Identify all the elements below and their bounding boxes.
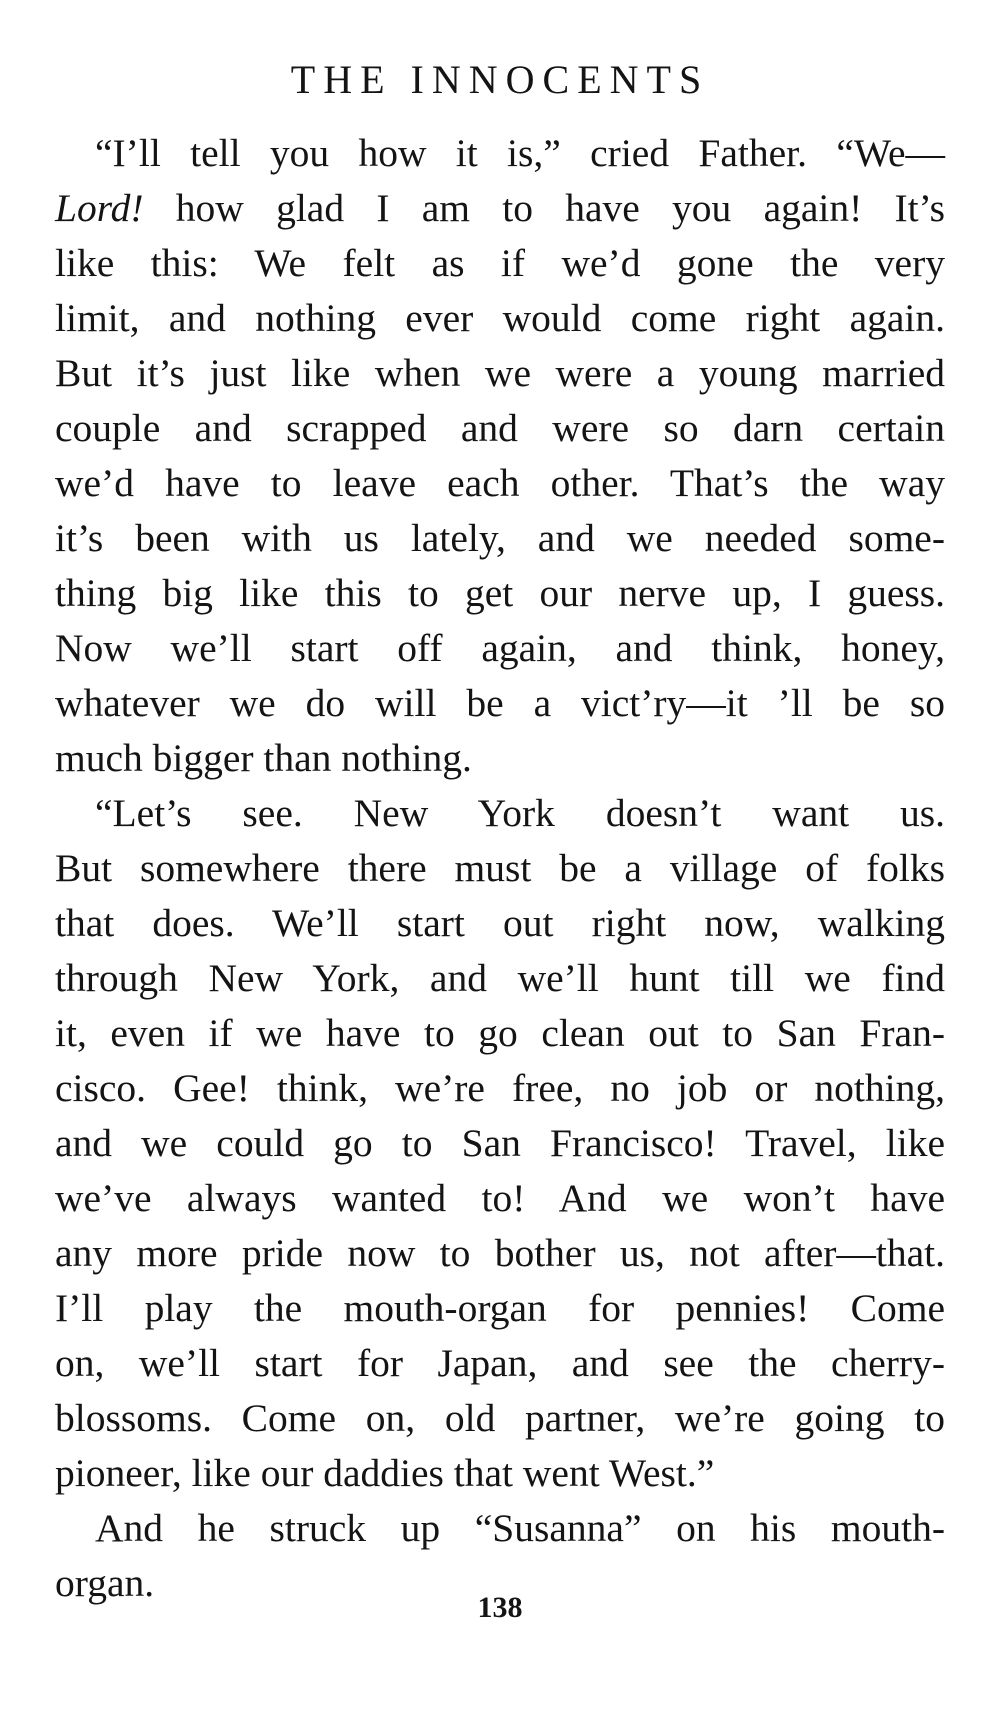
text-line: much bigger than nothing.: [55, 736, 472, 780]
text-line: And he struck up “Susanna” on his mouth-: [95, 1506, 945, 1550]
text-line: But it’s just like when we were a young married: [55, 351, 945, 395]
text-line: it’s been with us lately, and we needed some-: [55, 516, 945, 560]
text-line: we’d have to leave each other. That’s the way: [55, 461, 945, 505]
text-line: thing big like this to get our nerve up, I guess.: [55, 571, 945, 615]
text-line: we’ve always wanted to! And we won’t have: [55, 1176, 945, 1220]
text-line: it, even if we have to go clean out to San Fran-: [55, 1011, 945, 1055]
body-text: [55, 126, 945, 1611]
text-line: organ.: [55, 1561, 155, 1605]
text-line: “I’ll tell you how it is,” cried Father. “We—: [95, 131, 945, 175]
text-line: limit, and nothing ever would come right again.: [55, 296, 945, 340]
text-line: couple and scrapped and were so darn certain: [55, 406, 945, 450]
text-line: and we could go to San Francisco! Travel, like: [55, 1121, 945, 1165]
text-line: [55, 181, 945, 236]
page-number: 138: [477, 1591, 523, 1624]
text-line: through New York, and we’ll hunt till we find: [55, 956, 945, 1000]
text-line: pioneer, like our daddies that went West.”: [55, 1451, 715, 1495]
text-line: I’ll play the mouth-organ for pennies! Come: [55, 1286, 945, 1330]
text-line: blossoms. Come on, old partner, we’re going to: [55, 1396, 945, 1440]
text-line: like this: We felt as if we’d gone the very: [55, 241, 945, 285]
italic-word: Lord!: [55, 186, 144, 230]
text-line: whatever we do will be a vict’ry—it ’ll be so: [55, 681, 945, 725]
text-line: that does. We’ll start out right now, walking: [55, 901, 945, 945]
text-line: But somewhere there must be a village of folks: [55, 846, 945, 890]
text-line: “Let’s see. New York doesn’t want us.: [95, 791, 945, 835]
text-line-rest: how glad I am to have you again! It’s: [143, 186, 945, 230]
text-line: on, we’ll start for Japan, and see the cherry-: [55, 1341, 945, 1385]
text-line: cisco. Gee! think, we’re free, no job or nothing,: [55, 1066, 945, 1110]
text-line: Now we’ll start off again, and think, honey,: [55, 626, 945, 670]
running-head: THE INNOCENTS: [290, 57, 710, 102]
text-line: any more pride now to bother us, not after—that.: [55, 1231, 945, 1275]
